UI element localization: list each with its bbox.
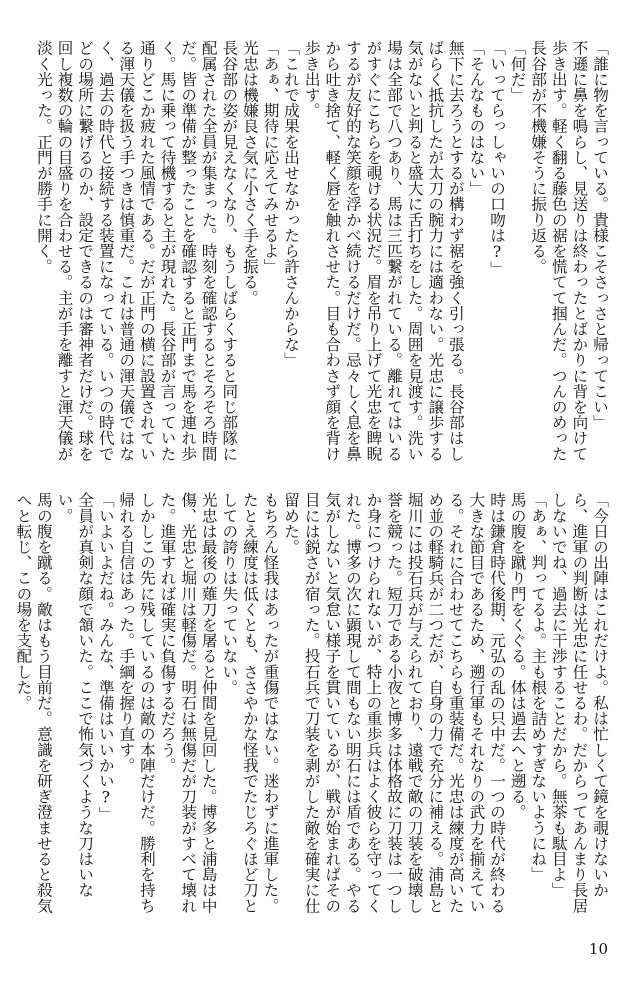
- paragraph: しかしこの先に残しているのは敵の本陣だけだ。勝利を持ち帰れる自信はあった。手綱を握り直す。: [117, 492, 156, 914]
- paragraph: 無下に去ろうとするが構わず裾を強く引っ張る。長谷部はしばらく抵抗したが太刀の腕力には適わない。光忠に譲歩する気がないと判ると盛大に舌打ちをした。周囲を見渡す。洗い場は全部で八つあり、馬は三匹繋がれている。離れてはいるがすぐにこちらを覗ける状況だ。眉を吊り上げて光忠を睥睨するが友好的な笑顔を浮かべ続けるだけだ。忌々しく息を鼻から吐き捨て、軽く唇を触れさせた。目も合わさず顔を背け歩き出す。: [302, 40, 465, 462]
- paragraph: 時は鎌倉時代後期、元弘の乱の只中だ。一つの時代が終わる大きな節目であるため、遡行軍もそれなりの武力を揃えている。それに合わせてこちらも重装備だ。光忠は練度が高いため並の軽騎兵が二つだが、自身の力で充分に補える。浦島と堀川には投石兵が与えられており、遠戦で敵の刀装を破壊し誉を競った。短刀である小夜と博多は体格故に刀装は一つしか身につけられないが、特上の重歩兵はよく彼らを守ってくれた。博多の次に顕現して間もない明石には盾である。やる気がしないと気怠い様子を貫いているが、戦が始まればその目には鋭さが宿った。投石兵で刀装を剥がした敵を確実に仕留めた。: [282, 492, 507, 914]
- paragraph: 「今日の出陣はこれだけよ。私は忙しくて鏡を覗けないから、進軍の判断は光忠に任せるわ。だからってあんまり長居しないでね、過去に干渉することだから。無茶も駄目よ」: [549, 492, 609, 914]
- paragraph: 長谷部の姿が見えなくなり、もうしばらくすると同じ部隊に配属された全員が集まった。時刻を確認するとそろそろ時間だ。皆の準備が整ったことを確認すると正門まで馬を連れ歩く。馬に乗って待機すると主が現れた。長谷部が言っていた通りどこか疲れた風情である。だが正門の横に設置されている渾天儀を扱う手つきは慎重だ。これは普通の渾天儀ではなく、過去の時代と接続する装置になっている。いつの時代でどの場所に繋げるのか、設定できるのは審神者だけだ。球を回し複数の輪の目盛りを合わせる。主が手を離すと渾天儀が淡く光った。正門が勝手に開く。: [34, 40, 239, 462]
- paragraph: 「何だ」: [508, 40, 527, 103]
- paragraph: 「誰に物を言っている。貴様こそさっさと帰ってこい」: [591, 40, 609, 430]
- paragraph: 「いってらっしゃいの口吻は?」: [488, 40, 507, 277]
- paragraph: 光忠は機嫌良さ気に小さく手を振る。: [240, 40, 259, 306]
- paragraph: 「あぁ、期待に応えてみせるよ」: [261, 40, 280, 274]
- paragraph: 全員が真剣な顔で頷いた。ここで怖気づくような刀はいない。: [55, 492, 95, 898]
- paragraph: 馬の腹を蹴り門をくぐる。体は過去へと遡る。: [508, 492, 527, 820]
- paragraph: 馬の腹を蹴る。敵はもう目前だ。意識を研ぎ澄ませると殺気へと転じ、この場を支配した。: [14, 492, 53, 914]
- paragraph: 「いよいよだね。みんな、準備はいいかい?」: [96, 492, 115, 822]
- paragraph: 光忠は最後の薙刀を屠ると仲間を見回した。博多と浦島は中傷、光忠と堀川は軽傷だ。明石は無傷だが刀装がすべて壊れた。進軍すれば確実に負傷するだろう。: [158, 492, 218, 914]
- paragraph: 不遜に鼻を鳴らし、見送りは終わったとばかりに背を向けて歩き出す。軽く翻る藤色の裾を慌てて掴んだ。つんのめった長谷部が不機嫌そうに振り返る。: [529, 40, 589, 462]
- text-block-bottom: [12, 492, 610, 917]
- paragraph: もちろん怪我はあったが重傷ではない。迷わずに進軍した。たとえ練度は低くとも、ささやかな怪我でたじろぐほど刀としての誇りは失っていない。: [220, 492, 280, 914]
- paragraph: 「あぁ、判ってるよ。主も根を詰めすぎないようにね」: [529, 492, 548, 882]
- page-number: 10: [588, 940, 608, 958]
- text-block-top: [12, 40, 610, 465]
- paragraph: 「そんなものはない」: [467, 40, 486, 196]
- paragraph: 「これで成果を出せなかったら許さんからな」: [282, 40, 301, 368]
